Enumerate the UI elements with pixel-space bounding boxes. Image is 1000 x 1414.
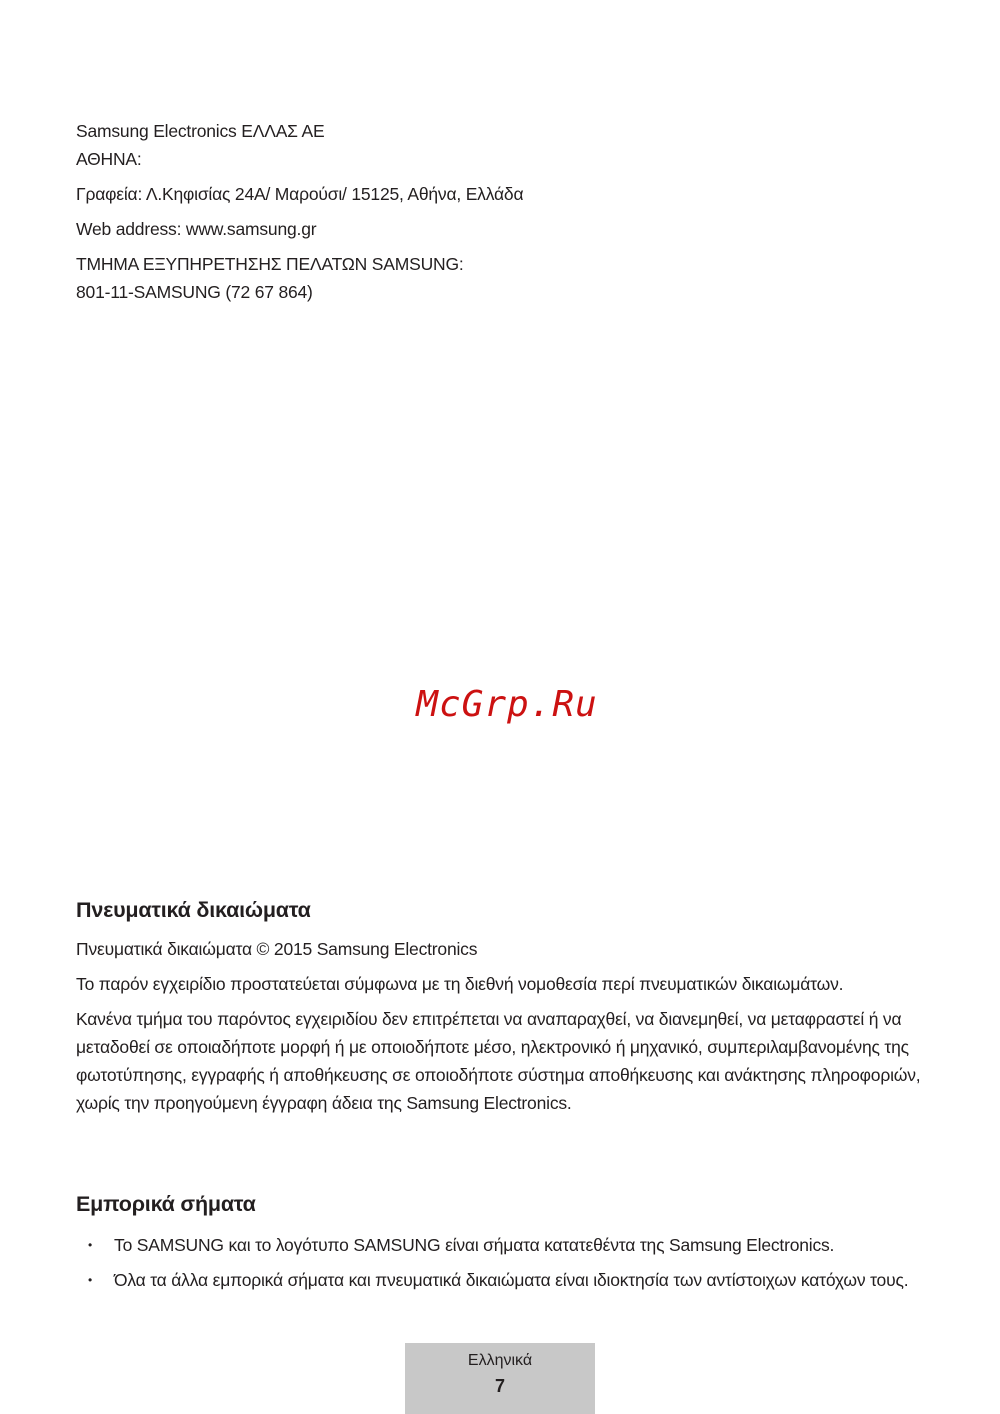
copyright-section: [76, 898, 926, 1124]
contact-block: [76, 117, 916, 313]
company-name: Samsung Electronics ΕΛΛΑΣ ΑΕ: [76, 121, 325, 141]
copyright-heading: Πνευματικά δικαιώματα: [76, 898, 311, 922]
company-address: [76, 117, 916, 173]
copyright-paragraph: Κανένα τμήμα του παρόντος εγχειριδίου δεν επιτρέπεται να αναπαραχθεί, να διανεμηθεί, να μεταφραστεί ή να μεταδοθεί σε οποιαδήποτε μορφή ή με οποιοδήποτε μέσο, ηλεκτρονικό ή μηχανικό, συμπεριλαμβανομένης της φωτοτύπησης, εγγραφής ή αποθήκευσης σε οποιοδήποτε σύστημα αποθήκευσης και ανάκτησης πληροφοριών, χωρίς την προηγούμενη έγγραφη άδεια της Samsung Electronics.: [76, 1009, 921, 1113]
customer-service: [76, 250, 916, 306]
bullet-icon: •: [88, 1273, 93, 1287]
list-item-text: Το SAMSUNG και το λογότυπο SAMSUNG είναι σήματα κατατεθέντα της Samsung Electronics.: [114, 1235, 835, 1255]
footer-language: Ελληνικά: [467, 1352, 533, 1369]
trademarks-section: [76, 1192, 926, 1301]
list-item: [76, 1266, 926, 1294]
web-address: Web address: www.samsung.gr: [76, 219, 317, 239]
watermark-text: McGrp.Ru: [416, 684, 598, 725]
page-number: 7: [494, 1376, 505, 1396]
bullet-icon: •: [88, 1238, 93, 1252]
list-item: [76, 1231, 926, 1259]
company-city: ΑΘΗΝΑ:: [76, 149, 142, 169]
customer-service-title: ΤΜΗΜΑ ΕΞΥΠΗΡΕΤΗΣΗΣ ΠΕΛΑΤΩΝ SAMSUNG:: [76, 254, 464, 274]
trademarks-list: [76, 1231, 926, 1294]
customer-service-phone: 801-11-SAMSUNG (72 67 864): [76, 282, 313, 302]
trademarks-heading: Εμπορικά σήματα: [76, 1192, 256, 1216]
list-item-text: Όλα τα άλλα εμπορικά σήματα και πνευματικά δικαιώματα είναι ιδιοκτησία των αντίστοιχων κατόχων τους.: [114, 1270, 909, 1290]
copyright-paragraph: Το παρόν εγχειρίδιο προστατεύεται σύμφωνα με τη διεθνή νομοθεσία περί πνευματικών δικαιωμάτων.: [76, 974, 844, 994]
copyright-paragraph: Πνευματικά δικαιώματα © 2015 Samsung Electronics: [76, 939, 478, 959]
page-footer: [405, 1343, 595, 1414]
office-address: Γραφεία: Λ.Κηφισίας 24Α/ Μαρούσι/ 15125, Αθήνα, Ελλάδα: [76, 184, 524, 204]
